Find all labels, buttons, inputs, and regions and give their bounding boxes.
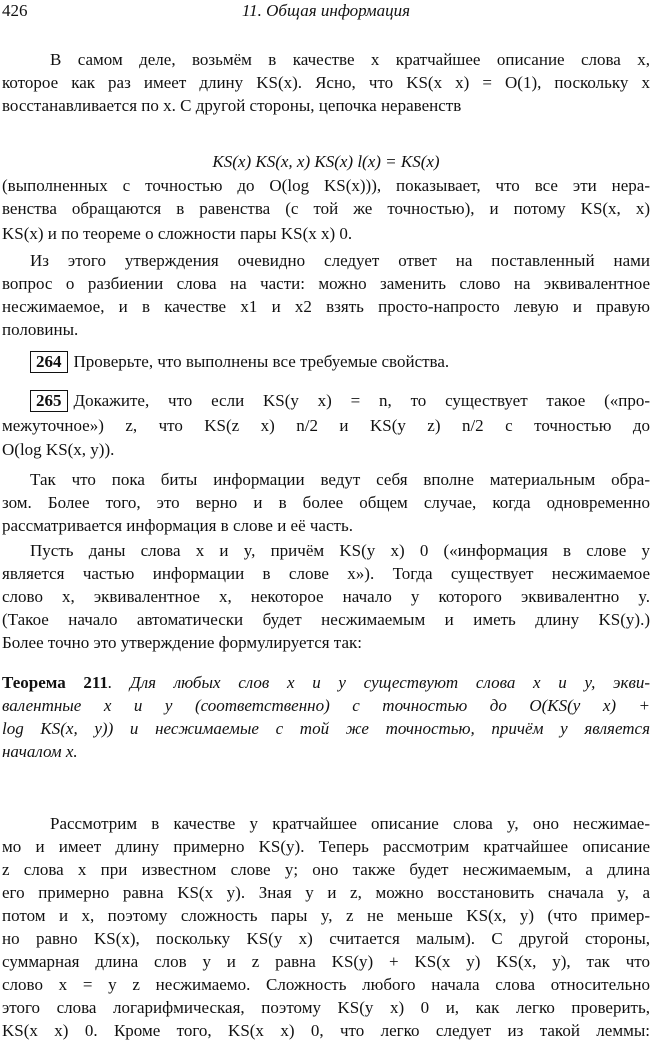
text-line [2,632,650,654]
text-line [30,469,650,491]
line-text: половины. [2,320,79,339]
line-text: несжимаемое, и в качестве x1 и x2 взять просто-напросто левую и правую [2,297,650,316]
line-text: валентные x и y (соответственно) с точностью до O(KS(y x) + [2,696,650,715]
line-text: зом. Более того, это верно и в более общем случае, когда одновременно [2,493,650,512]
text-line [50,813,650,835]
text-line [2,415,650,437]
line-text: Для любых слов x и y существуют слова x и y, экви- [129,673,651,692]
text-line [2,223,650,245]
line-text: Рассмотрим в качестве y кратчайшее описание слова y, оно несжимае- [50,814,650,833]
line-text: Докажите, что если KS(y x) = n, то существует такое («про- [73,391,650,410]
line-text: является частью информации в слове x»). Тогда существует несжимаемое [2,564,650,583]
exercise-number-box: 264 [30,351,68,373]
line-text: этого слова логарифмическая, поэтому KS(y x) 0 и, как легко проверить, [2,998,650,1017]
text-line [2,439,650,461]
line-text: слово x, эквивалентное x, некоторое начало y которого эквивалентно y. [2,587,650,606]
line-text: его примерно равна KS(x y). Зная y и z, можно восстановить сначала y, а [2,883,650,902]
text-line [30,351,650,373]
text-line [2,296,650,318]
text-line [2,695,650,717]
line-text: Пусть даны слова x и y, причём KS(y x) 0 («информация в слове y [30,541,650,560]
text-line [2,198,650,220]
text-line [2,72,650,94]
line-text: Так что пока биты информации ведут себя вполне материальным обра- [30,470,650,489]
line-text: В самом деле, возьмём в качестве x кратчайшее описание слова x, [50,50,650,69]
line-text: KS(x x) 0. Кроме того, KS(x x) 0, что легко следует из такой леммы: [2,1021,650,1040]
text-line [2,609,650,631]
line-text: началом x. [2,742,78,761]
text-line [2,1020,650,1042]
line-text: Из этого утверждения очевидно следует ответ на поставленный нами [30,251,650,270]
exercise-number-box: 265 [30,390,68,412]
line-text: потом и x, поэтому сложность пары y, z не меньше KS(x, y) (что пример- [2,906,650,925]
text-line [50,49,650,71]
text-line [2,905,650,927]
text-line [2,951,650,973]
line-text: мо и имеет длину примерно KS(y). Теперь рассмотрим кратчайшее описание [2,837,650,856]
line-text: O(log KS(x, y)). [2,440,115,459]
line-text: но равно KS(x), поскольку KS(y x) считается малым). С другой стороны, [2,929,650,948]
line-text: которое как раз имеет длину KS(x). Ясно, что KS(x x) = O(1), поскольку x [2,73,650,92]
line-text: рассматривается информация в слове и её часть. [2,516,353,535]
text-line [2,974,650,996]
line-text: Проверьте, что выполнены все требуемые свойства. [73,352,450,371]
line-text: межуточное») z, что KS(z x) n/2 и KS(y z) n/2 с точностью до [2,416,650,435]
text-line [2,515,650,537]
text-line [2,882,650,904]
chapter-title: 11. Общая информация [241,1,411,20]
text-line: Теорема 211. Для любых слов x и y существуют слова x и y, экви- [2,673,651,692]
line-text: слово x = y z несжимаемо. Сложность любого начала слова относительно [2,975,650,994]
display-formula: KS(x) KS(x, x) KS(x) l(x) = KS(x) [212,152,440,171]
text-line [2,928,650,950]
text-line [30,390,650,412]
text-line [30,250,650,272]
line-text: восстанавливается по x. С другой стороны, цепочка неравенств [2,96,462,115]
line-text: log KS(x, y)) и несжимаемые с той же точностью, причём y является [2,719,650,738]
line-text: вопрос о разбиении слова на части: можно заменить слово на эквивалентное [2,274,650,293]
text-line [30,540,650,562]
line-text: (выполненных с точностью до O(log KS(x))), показывает, что все эти нера- [2,176,650,195]
text-line [2,175,650,197]
line-text: венства обращаются в равенства (с той же точностью), и потому KS(x, x) [2,199,650,218]
line-text: Более точно это утверждение формулируется так: [2,633,362,652]
text-line [2,319,650,341]
line-text: суммарная длина слов y и z равна KS(y) + KS(x y) KS(x, y), так что [2,952,650,971]
line-text: KS(x) и по теореме о сложности пары KS(x x) 0. [2,224,353,243]
text-line [2,586,650,608]
text-line [2,95,650,117]
text-line [2,836,650,858]
text-line [2,563,650,585]
text-line [2,273,650,295]
line-text: (Такое начало автоматически будет несжимаемым и иметь длину KS(y).) [2,610,650,629]
page-number: 426 [2,1,28,20]
text-line [2,859,650,881]
theorem-label: Теорема 211 [2,673,108,692]
text-line [2,997,650,1019]
text-line [2,741,650,763]
text-line [2,492,650,514]
text-line [2,718,650,740]
line-text: z слова x при известном слове y; оно также будет несжимаемым, а длина [2,860,650,879]
